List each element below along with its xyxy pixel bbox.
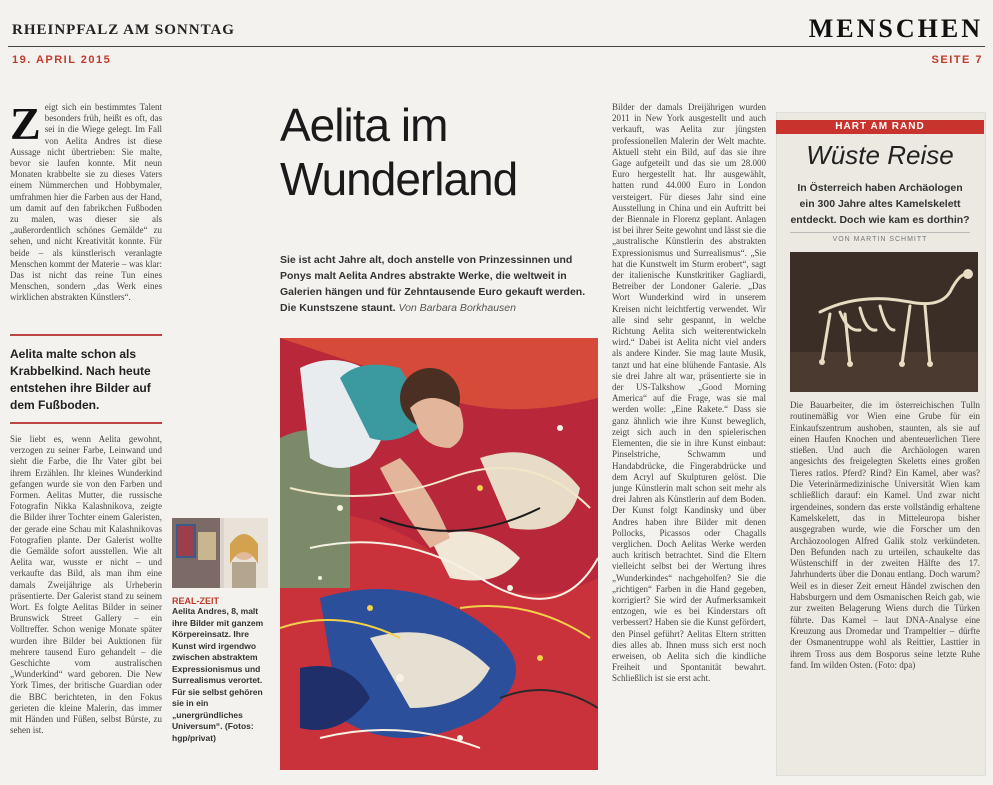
camel-skeleton-photo — [790, 252, 978, 392]
aelita-portrait-photo — [172, 518, 268, 588]
caption-label: REAL-ZEIT — [172, 596, 219, 606]
caption-text: Aelita Andres, 8, malt ihre Bilder mit ganzem Körpereinsatz. Ihre Kunst wird irgendwo zwischen abstraktem Expressionismus und Surrealismus verortet. Für sie selbst gehören sie in ein „unergründliches Universum“. (Fotos: hgp/privat) — [172, 606, 264, 743]
column-1-intro — [10, 102, 162, 324]
header-divider — [8, 46, 985, 47]
sidebar-divider — [790, 232, 970, 233]
headline-line-2: Wunderland — [280, 153, 518, 205]
byline: Von Barbara Borkhausen — [398, 302, 516, 314]
page-number: SEITE 7 — [931, 54, 983, 66]
sidebar-byline: VON MARTIN SCHMITT — [832, 236, 928, 243]
sidebar-badge: HART AM RAND — [776, 120, 984, 134]
main-painting-photo — [280, 338, 598, 770]
column-1-intro-text: eigt sich ein bestimmtes Talent besonders früh, heißt es oft, das sei in die Wiege gelegt. Im Fall von Aelita Andres ist diese Aussage nicht übertrieben: Sie malte, bevor sie laufen konnte. Mit neun Monaten krabbelte sie zu dieses Vaters einem Nümmerchen und Hobbymaler, umfrahmen hier die Farben aus der Hand, um damit auf den fabrikchen Fußboden zu malen, was dieser sie als „außerordentlich schönes Gemälde“ zu sehen, und nicht Kreativität konnte. Für beide – als künstlerisch veranlagte Menschen kommt der Materie – was klar: Das ist nicht das reine Tun eines Menschen, sondern „das Werk eines wirklichen abstrakten Künstlers“. — [10, 102, 162, 303]
drop-cap: Z — [10, 102, 41, 149]
lead-text: Sie ist acht Jahre alt, doch anstelle von Prinzessinnen und Ponys malt Aelita Andres abstrakte Werke, die weltweit in Galerien hängen und für Zehntausende Euro gekauft werden. Die Kunstszene staunt. — [280, 254, 586, 314]
photo-caption — [172, 596, 268, 744]
sidebar-title: Wüste Reise — [806, 140, 954, 170]
sidebar-subtitle: In Österreich haben Archäologen ein 300 Jahre altes Kamelskelett entdeckt. Doch wie kam es dorthin? — [790, 182, 970, 226]
lead-paragraph — [280, 252, 598, 316]
sidebar-body: Die Bauarbeiter, die im österreichischen Tulln routinemäßig vor Wien eine Grube für ein Einkaufszentrum aushoben, staunten, als sie auf einen Haufen Knochen und abenteuerlichen Tiere stießen. Und auch die Archäologen waren angesichts des freigelegten Skeletts eines großen Tieres ratlos. Pferd? Rind? Ein Kamel, aber was? Die Veterinärmedizinische Universität Wien kam schließlich darauf: ein Kamel. Und zwar nicht irgendeines, sondern das erste vollständig erhaltene Kamelskelett, das in Mitteleuropa bisher ausgegraben wurde, wie die Forscher um den Archäozoologen Alfred Galik stolz verkündeten. Den Befunden nach zu urteilen, schaukelte das Wüstenschiff in der zweiten Hälfte des 17. Jahrhunderts über die Donau entlang. Doch warum? Weil es in dieser Zeit erneut Händel zwischen den Habsburgern und dem Osmanischen Reich gab, wie zur zweiten Belagerung Wiens durch die Türken führte. Das Kamel – laut DNA-Analyse eine Kreuzung aus Dromedar und Trampeltier – dürfte der Osmanentruppe wohl als Reittier, Lasttier in ihrem Tross aus dem Bosporus seine letzte Ruhe fand. Im wilden Osten. (Foto: dpa) — [790, 400, 980, 670]
headline-line-1: Aelita im — [280, 99, 448, 151]
issue-date: 19. APRIL 2015 — [12, 54, 112, 66]
column-1-body: Sie liebt es, wenn Aelita gewohnt, verzogen zu seiner Farbe, Leinwand und sieht die Farbe, die Ihr Vater gibt bei ihrem Erzählen. Ihr kleines Wunderkind gefangen wurde sie von den Farben und Formen. Aelitas Mutter, die russische Fotografin Nikka Kalashnikova, zeigte die Bilder ihrer Tochter einem Galeristen, der gerade eine Schau mit Kalashnikovas Fotografien plante. Der Galerist wollte die Gemälde sofort ausstellen. Wie alt Aelita war, wusste er nicht – und verkaufte das Bild, als man ihm eine damals Zweijährige als Urheberin präsentierte. Der Galerist stand zu seinem Wort. Es folgte Aelitas Bilder in seiner Brunswick Street Gallery – ein Volltreffer. Schon wenige Monate später wurden ihre Bilder bei Auktionen für mehrere tausend Euro gehandelt – die Geschichte vom australischen „Wunderkind“ ward geboren. Die New York Times, der britische Guardian oder die BBC berichteten, in den Fokus gerieten die kleine Malerin, das immer mit Händen und Füßen, selbst Bürste, zu sehen ist. — [10, 434, 162, 736]
section-title: MENSCHEN — [808, 14, 983, 43]
headline — [280, 98, 517, 206]
masthead: RHEINPFALZ AM SONNTAG — [12, 22, 235, 38]
pull-quote-top-rule — [10, 334, 162, 336]
pull-quote: Aelita malte schon als Krabbelkind. Nach heute entstehen ihre Bilder auf dem Fußboden. — [10, 347, 151, 412]
pull-quote-bottom-rule — [10, 422, 162, 424]
column-3-body: Bilder der damals Dreijährigen wurden 2011 in New York ausgestellt und auch verkauft, was Aelita zur jüngsten professionellen Malerin der Welt machte. Aktuell steht ein Bild, auf das sie ihre Gage aufgeteilt und das sie um 28.000 Euro hergestellt hat. Ihr ausgewählt, hatten rund 44.000 Euro in London versteigert. Für dieses Jahr sind eine Ausstellung in China und ein Auftritt bei der Biennale in Florenz geplant. Anlagen ist bei ihrer Seite gewohnt und lässt sie die „australische Künstlerin des abstrakten Expressionismus und Surrealismus“. „Sie hat die Kunstwelt im Sturm erobert“, sagt der italienische Kunstkritiker Gagliardi, Betreiber der Londoner Galerie. „Das Wort Wunderkind wird in unserem Kreisen nicht leichtfertig verwendet. Wir alle sind sehr gespannt, in welche Richtung Aelita sich weiterentwickeln wird.“ Dabei ist Aelita nicht viel anders als andere Kinder. Sie mag laute Musik, tanzt und hat eine blühende Fantasie. Als sie drei Jahre alt war, präsentierte sie in der US-Talkshow „Good Morning America“ auf die Frage, was sie mal werden wolle: „Eine Rakete.“ Dass sie ganz ähnlich wie ihre Kunst beweglich, zeigt sich auch in den spielerischen Elementen, die sie in ihre Kunst einbaut: Pinselstriche, Schwamm und Handabdrücke, die Fingerabdrücke und dem Acryl auf Skulpturen gelöst. Die junge Künstlerin malt schon seit mehr als drei Jahren als Künstlerin auf dem Boden. Der Kunst folgt Kandinsky und über Andres haben ihre Bilder mit denen Pollocks, Picassos oder Chagalls verglichen. Doch Aelitas Werke werden auch kritisch betrachtet. Sind die Eltern vielleicht selbst bei der Wertung ihres „Wunderkindes“ nachgeholfen? Sie die „richtigen“ Farben in die Hand gegeben, korrigiert? Sie wird der Aufmerksamkeit entzogen, wie es bei Kinderstars oft verbessert? Haben sie die Kunst gefördert, den Pinsel geführt? Aelitas Eltern stritten dies alles ab. Ihnen muss sich erst noch erweisen, ob Aelita sich die kindliche Freiheit und Spontanität bewahrt. Schließlich ist sie erst acht. — [612, 102, 766, 684]
